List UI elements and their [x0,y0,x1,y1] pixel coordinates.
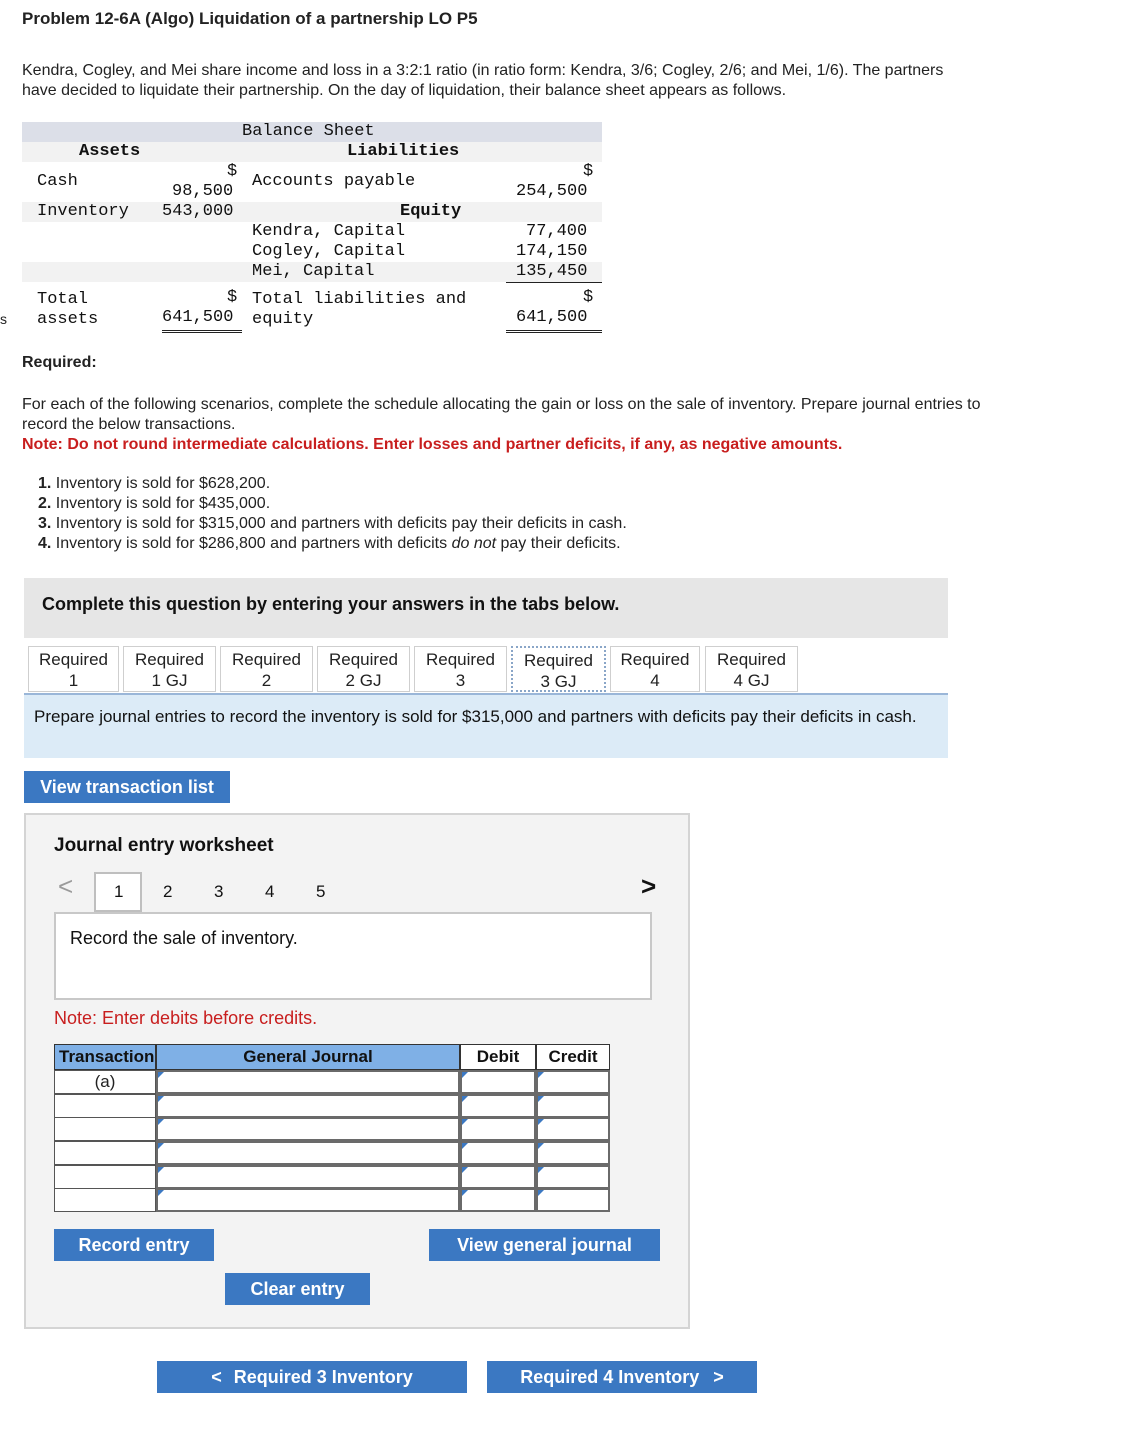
ap-value: 254,500 [516,182,588,201]
credit-input[interactable] [536,1165,610,1189]
col-general-journal: General Journal [156,1044,460,1070]
transaction-cell [54,1188,156,1212]
total-assets-label-1: Total [37,290,89,309]
transaction-cell [54,1070,156,1094]
total-assets-value: 641,500 [162,308,234,327]
scenario-item [38,514,627,534]
debit-input[interactable] [460,1094,536,1118]
view-general-journal-button[interactable]: View general journal [429,1229,660,1261]
prev-required-3-inventory-button[interactable] [157,1361,467,1393]
scenario-text: pay their deficits. [496,535,621,552]
next-required-4-inventory-button[interactable] [487,1361,757,1393]
scenario-emphasis: do not [451,535,497,552]
page-1[interactable]: 1 [114,882,124,901]
chevron-left-icon: < [211,1367,222,1387]
col-debit: Debit [460,1044,536,1070]
account-input[interactable] [156,1188,460,1212]
kendra-capital-value: 77,400 [526,222,588,241]
view-transaction-list-button[interactable]: View transaction list [24,771,230,803]
account-input[interactable] [156,1070,460,1094]
tab-required-2[interactable]: Required 2 [220,646,313,692]
transaction-cell [54,1165,156,1189]
total-le-dollar: $ [583,288,594,307]
mei-capital-label: Mei, Capital [252,262,375,281]
prev-nav-label: Required 3 Inventory [233,1367,413,1387]
account-input[interactable] [156,1117,460,1141]
credit-input[interactable] [536,1117,610,1141]
balance-sheet [22,122,602,342]
total-assets-double-underline [162,330,242,333]
mei-capital-value: 135,450 [516,262,588,281]
debits-note: Note: Enter debits before credits. [54,1008,318,1028]
credit-input[interactable] [536,1070,610,1094]
scenario-number: 4. [38,535,52,552]
transaction-label: (a) [94,1072,116,1091]
stray-glyph: s [0,311,7,327]
transaction-cell [54,1094,156,1118]
debit-input[interactable] [460,1141,536,1165]
next-page-icon[interactable]: > [641,871,657,901]
worksheet-title: Journal entry worksheet [54,835,274,856]
tab-prompt [24,695,948,758]
entry-description-box [54,912,652,1000]
cogley-capital-value: 174,150 [516,242,588,261]
account-input[interactable] [156,1141,460,1165]
account-input[interactable] [156,1094,460,1118]
inventory-value: 543,000 [162,202,234,221]
tab-required-4-gj[interactable]: Required 4 GJ [705,646,798,692]
credit-input[interactable] [536,1094,610,1118]
tab-required-2-gj[interactable]: Required 2 GJ [317,646,410,692]
page-5[interactable]: 5 [316,882,326,901]
credit-input[interactable] [536,1141,610,1165]
scenario-item [38,494,627,514]
scenario-text: Inventory is sold for $435,000. [55,495,271,512]
journal-rows [54,1070,610,1212]
total-le-double-underline [506,330,602,333]
tab-required-1[interactable]: Required 1 [28,646,119,692]
tab-required-1-gj[interactable]: Required 1 GJ [123,646,216,692]
liabilities-header: Liabilities [347,142,460,161]
scenario-number: 1. [38,475,52,492]
scenario-number: 2. [38,495,52,512]
cogley-capital-label: Cogley, Capital [252,242,406,261]
complete-banner [24,578,948,638]
equity-header: Equity [400,202,462,221]
transaction-cell [54,1141,156,1165]
tab-required-4[interactable]: Required 4 [610,646,700,692]
complete-banner-text: Complete this question by entering your answers in the tabs below. [42,594,620,614]
cash-label: Cash [37,172,78,191]
scenario-text: Inventory is sold for $286,800 and partners with deficits [55,535,452,552]
chevron-right-icon: > [713,1367,724,1387]
scenario-text: Inventory is sold for $315,000 and partners with deficits pay their deficits in cash. [55,515,627,532]
accounts-payable-label: Accounts payable [252,172,416,191]
tab-required-3[interactable]: Required 3 [414,646,507,692]
problem-title: Problem 12-6A (Algo) Liquidation of a partnership LO P5 [22,9,478,28]
kendra-capital-label: Kendra, Capital [252,222,406,241]
total-assets-label-2: assets [37,310,99,329]
capital-underline [506,282,602,283]
entry-description: Record the sale of inventory. [70,928,298,948]
required-heading: Required: [22,354,97,371]
col-credit: Credit [536,1044,610,1070]
record-entry-button[interactable]: Record entry [54,1229,214,1261]
page-2[interactable]: 2 [163,882,173,901]
required-instructions [22,395,982,455]
next-nav-label: Required 4 Inventory [520,1367,700,1387]
scenario-list [38,474,627,554]
total-assets-dollar: $ [227,288,238,307]
problem-intro: Kendra, Cogley, and Mei share income and loss in a 3:2:1 ratio (in ratio form: Kendra, 3/6; Cogley, 2/6; and Mei, 1/6). The partners have decided to liquidate their partnership. On the day of liquidation, their balance sheet appears as follows. [22,62,944,99]
debit-input[interactable] [460,1117,536,1141]
total-le-label-2: equity [252,310,314,329]
total-le-label-1: Total liabilities and [252,290,467,309]
tab-required-3-gj[interactable]: Required 3 GJ [511,646,606,692]
transaction-cell [54,1117,156,1141]
scenario-number: 3. [38,515,52,532]
cash-dollar: $ [227,162,238,181]
prev-page-icon[interactable]: < [58,871,74,901]
ap-dollar: $ [583,162,594,181]
balance-sheet-title: Balance Sheet [242,122,375,141]
tab-prompt-text: Prepare journal entries to record the inventory is sold for $315,000 and partners with deficits pay their deficits in cash. [34,707,917,726]
clear-entry-button[interactable]: Clear entry [225,1273,370,1305]
scenario-text: Inventory is sold for $628,200. [55,475,271,492]
debit-input[interactable] [460,1188,536,1212]
instructions-text: For each of the following scenarios, complete the schedule allocating the gain or loss on the sale of inventory. Prepare journal entries to record the below transactions. [22,396,981,433]
account-input[interactable] [156,1165,460,1189]
debit-input[interactable] [460,1165,536,1189]
scenario-item [38,534,627,554]
page-4[interactable]: 4 [265,882,275,901]
cash-value: 98,500 [172,182,234,201]
required-note: Note: Do not round intermediate calculations. Enter losses and partner deficits, if any, as negative amounts. [22,436,843,453]
col-transaction: Transaction [54,1044,156,1070]
credit-input[interactable] [536,1188,610,1212]
assets-header: Assets [79,142,141,161]
scenario-item [38,474,627,494]
page-3[interactable]: 3 [214,882,224,901]
inventory-label: Inventory [37,202,129,221]
total-le-value: 641,500 [516,308,588,327]
debit-input[interactable] [460,1070,536,1094]
